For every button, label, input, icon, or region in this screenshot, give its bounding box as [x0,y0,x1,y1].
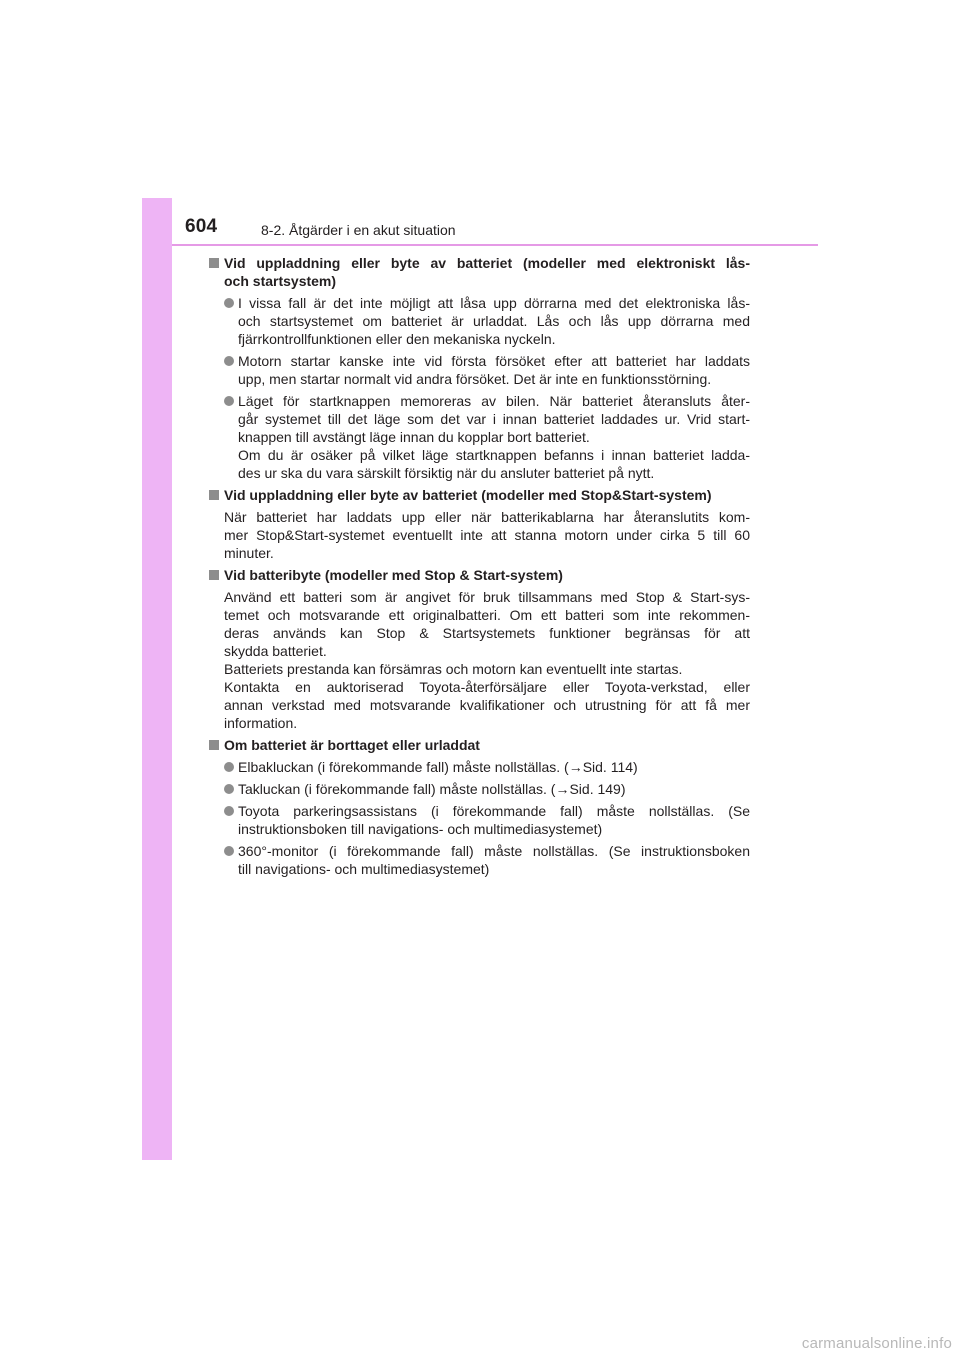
section-2 [208,486,750,562]
bullet-line: 360°-monitor (i förekommande fall) måste nollställas. (Se instruktionsboken [238,843,750,859]
section-paragraph [208,508,750,562]
bullet-line: I vissa fall är det inte möjligt att låsa upp dörrarna med det elektroniska lås- [238,295,750,311]
bullet-line: des ur ska du vara särskilt försiktig när du ansluter batteriet på nytt. [238,465,655,481]
bullet-item [208,842,750,878]
paragraph-line: annan verkstad med motsvarande kvalifikationer och utrustning för att få mer [224,697,750,713]
bullet-line: Elbakluckan (i förekommande fall) måste nollställas. (→Sid. 114) [238,759,638,775]
section-4 [208,736,750,878]
bullet-line: fjärrkontrollfunktionen eller den mekaniska nyckeln. [238,331,556,347]
section-1 [208,254,750,482]
header-divider [172,244,818,246]
bullet-item [208,392,750,482]
bullet-line: till navigations- och multimediasystemet) [238,861,490,877]
bullet-item [208,780,750,798]
bullet-line: Läget för startknappen memoreras av bilen. När batteriet återansluts åter- [238,393,750,409]
paragraph-line: temet och motsvarande ett originalbatteri. Om ett batteri som inte rekommen- [224,607,750,623]
section-heading [208,254,750,290]
section-3 [208,566,750,732]
section-heading [208,566,750,584]
square-bullet-icon [209,740,219,750]
section-heading [208,736,750,754]
bullet-line: går systemet till det läge som det var i innan batteriet laddades ur. Vrid start- [238,411,750,427]
bullet-line: Motorn startar kanske inte vid första försöket efter att batteriet har laddats [238,353,750,369]
heading-line: och startsystem) [224,273,337,289]
page-number: 604 [185,216,218,237]
bullet-line: Takluckan (i förekommande fall) måste nollställas. (→Sid. 149) [238,781,626,797]
bullet-line: instruktionsboken till navigations- och multimediasystemet) [238,821,603,837]
round-bullet-icon [224,298,234,308]
watermark: carmanualsonline.info [801,1335,952,1352]
bullet-item [208,802,750,838]
paragraph-line: Kontakta en auktoriserad Toyota-återförsäljare eller Toyota-verkstad, eller [224,679,750,695]
section-heading [208,486,750,504]
paragraph-line: information. [224,715,298,731]
round-bullet-icon [224,356,234,366]
page-content [208,254,750,882]
section-title: 8-2. Åtgärder i en akut situation [261,222,456,238]
bullet-line: upp, men startar normalt vid andra försöket. Det är inte en funktionsstörning. [238,371,712,387]
round-bullet-icon [224,762,234,772]
round-bullet-icon [224,806,234,816]
square-bullet-icon [209,490,219,500]
paragraph-line: mer Stop&Start-systemet eventuellt inte att stanna motorn under cirka 5 till 60 [224,527,750,543]
heading-line: Vid uppladdning eller byte av batteriet (modeller med Stop&Start-system) [224,487,712,503]
heading-line: Vid uppladdning eller byte av batteriet (modeller med elektroniskt lås- [224,255,750,271]
paragraph-line: skydda batteriet. [224,643,327,659]
section-paragraph [208,588,750,732]
heading-line: Om batteriet är borttaget eller urladdat [224,737,480,753]
bullet-line: knappen till avstängt läge innan du kopplar bort batteriet. [238,429,590,445]
bullet-line: och startsystemet om batteriet är urladdat. Lås och lås upp dörrarna med [238,313,750,329]
bullet-item [208,294,750,348]
bullet-item [208,758,750,776]
round-bullet-icon [224,846,234,856]
bullet-item [208,352,750,388]
bullet-line: Om du är osäker på vilket läge startknappen befanns i innan batteriet ladda- [238,447,750,463]
paragraph-line: När batteriet har laddats upp eller när batterikablarna har återanslutits kom- [224,509,750,525]
bullet-line: Toyota parkeringsassistans (i förekommande fall) måste nollställas. (Se [238,803,750,819]
paragraph-line: Använd ett batteri som är angivet för bruk tillsammans med Stop & Start-sys- [224,589,750,605]
paragraph-line: deras används kan Stop & Startsystemets funktioner begränsas för att [224,625,750,641]
chapter-sidebar-tab [142,198,172,1160]
paragraph-line: Batteriets prestanda kan försämras och motorn kan eventuellt inte startas. [224,661,683,677]
round-bullet-icon [224,784,234,794]
square-bullet-icon [209,570,219,580]
round-bullet-icon [224,396,234,406]
heading-line: Vid batteribyte (modeller med Stop & Start-system) [224,567,563,583]
paragraph-line: minuter. [224,545,274,561]
square-bullet-icon [209,258,219,268]
